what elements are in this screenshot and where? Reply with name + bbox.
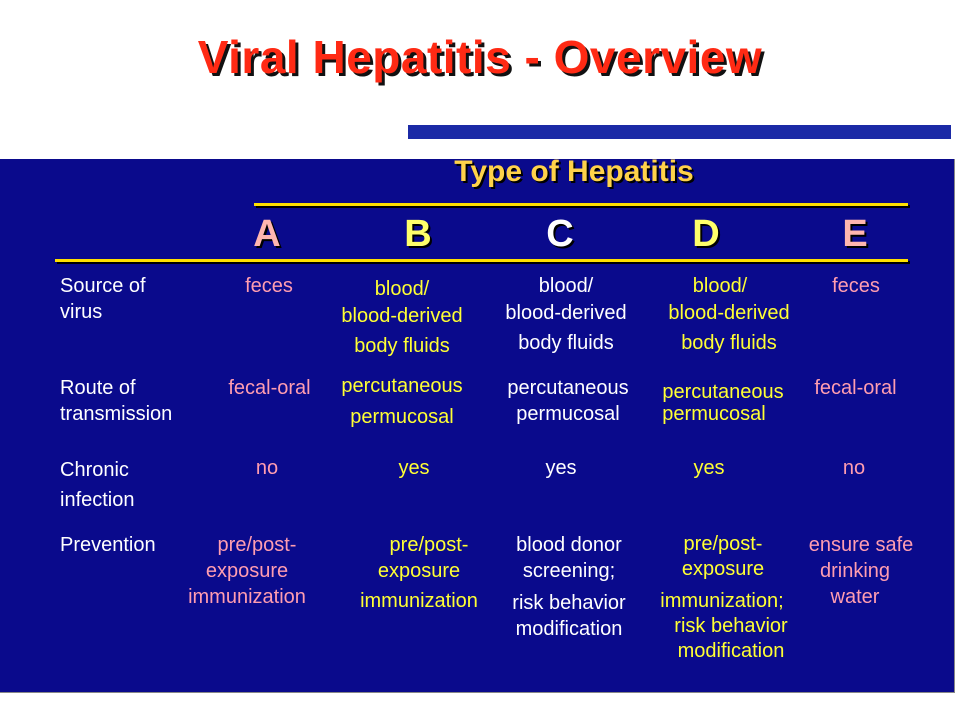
accent-bar xyxy=(408,125,951,139)
cell-chronic-a: no xyxy=(255,457,279,479)
cell-source-d: blood/ blood-derived body fluids xyxy=(668,275,790,354)
cell-prevention-e: ensure safe drinking water xyxy=(808,534,914,608)
column-header-a: A xyxy=(253,213,281,255)
cell-prevention-b: pre/post- exposure immunization xyxy=(360,534,478,612)
cell-prevention-a: pre/post- exposure immunization xyxy=(188,534,306,608)
row-label-prevention: Prevention xyxy=(60,534,156,556)
column-header-d: D xyxy=(692,213,720,255)
column-header-e: E xyxy=(842,213,868,255)
row-label-chronic: Chronic infection xyxy=(60,459,135,511)
table-subheader: Type of Hepatitis xyxy=(454,155,694,188)
row-label-route: Route of transmission xyxy=(60,377,173,425)
cell-chronic-e: no xyxy=(842,457,866,479)
cell-source-a: feces xyxy=(245,275,293,297)
slide-title: Viral Hepatitis - Overview xyxy=(197,31,763,83)
cell-prevention-d: pre/post- exposure immunization; risk behavior modification xyxy=(660,533,788,662)
cell-route-a: fecal-oral xyxy=(228,377,311,399)
cell-route-c: percutaneous permucosal xyxy=(507,377,629,425)
cell-prevention-c: blood donor screening; risk behavior modification xyxy=(512,534,626,640)
column-header-b: B xyxy=(404,213,432,255)
cell-route-d: percutaneous permucosal xyxy=(662,381,784,425)
cell-route-b: percutaneous permucosal xyxy=(341,375,463,428)
cell-source-b: blood/ blood-derived body fluids xyxy=(341,278,463,357)
cell-source-e: feces xyxy=(832,275,880,297)
header-rule-top xyxy=(254,203,908,206)
row-label-source: Source of virus xyxy=(60,275,146,323)
cell-source-c: blood/ blood-derived body fluids xyxy=(505,275,627,354)
column-header-c: C xyxy=(546,213,574,255)
cell-route-e: fecal-oral xyxy=(814,377,897,399)
cell-chronic-d: yes xyxy=(693,457,725,479)
cell-chronic-b: yes xyxy=(398,457,430,479)
header-rule-bottom xyxy=(55,259,908,262)
cell-chronic-c: yes xyxy=(545,457,577,479)
